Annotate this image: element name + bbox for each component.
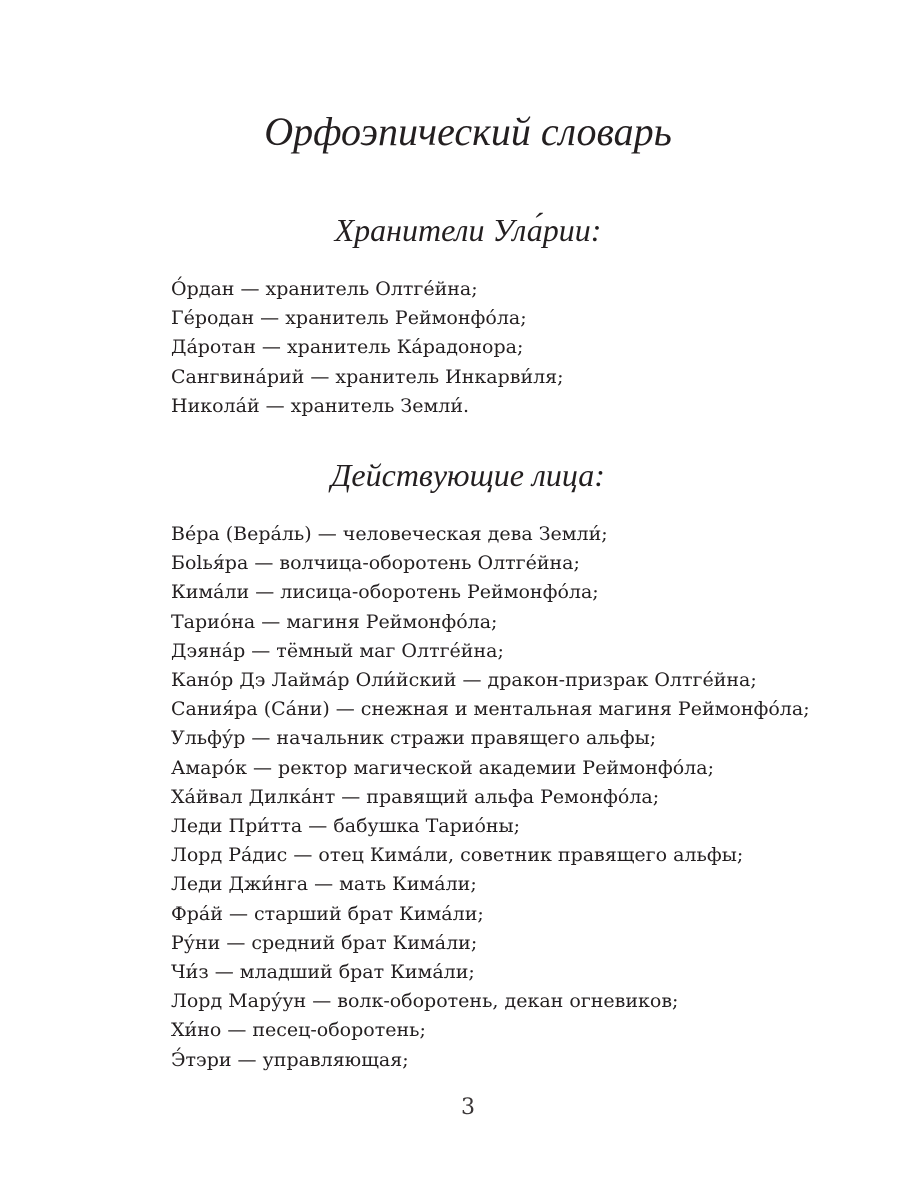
guardians-list [171,275,564,421]
list-item: Фра́й — старший брат Кима́ли; [171,902,484,925]
section-heading-guardians: Хранители Ула́рии: [334,212,602,248]
list-item: Э́тэри — управляющая; [171,1048,409,1071]
page-number: 3 [461,1095,475,1120]
list-item: Никола́й — хранитель Земли́. [171,394,470,417]
list-item: Тарио́на — магиня Реймонфо́ла; [171,610,498,633]
page-title: Орфоэпический словарь [264,109,672,154]
list-item: Леди При́тта — бабушка Тарио́ны; [171,815,521,838]
list-item: Ге́родан — хранитель Реймонфо́ла; [171,307,527,330]
list-item: Лорд Мару́ун — волк-оборотень, декан огневиков; [171,990,679,1013]
list-item: Хи́но — песец-оборотень; [171,1019,426,1042]
list-item: Ру́ни — средний брат Кима́ли; [171,931,478,954]
section-heading-characters: Действующие лица: [331,457,605,493]
list-item: Кима́ли — лисица-оборотень Реймонфо́ла; [171,581,599,604]
list-item: Ха́йвал Дилка́нт — правящий альфа Ремонфо́ла; [171,785,660,808]
list-item: Леди Джи́нга — мать Кима́ли; [171,873,477,896]
list-item: Боlья́ра — волчица-оборотень Олтге́йна; [171,552,580,575]
list-item: Сания́ра (Са́ни) — снежная и ментальная магиня Реймонфо́ла; [171,698,810,721]
list-item: Амаро́к — ректор магической академии Реймонфо́ла; [171,756,714,779]
list-item: Лорд Ра́дис — отец Кима́ли, советник правящего альфы; [171,844,744,867]
list-item: Ульфу́р — начальник стражи правящего альфы; [171,727,657,750]
list-item: Кано́р Дэ Лайма́р Оли́йский — дракон-призрак Олтге́йна; [171,669,757,692]
list-item: Сангвина́рий — хранитель Инкарви́ля; [171,365,564,388]
list-item: О́рдан — хранитель Олтге́йна; [171,278,478,300]
list-item: Дэяна́р — тёмный маг Олтге́йна; [171,639,504,662]
list-item: Да́ротан — хранитель Ка́радонора; [171,336,524,359]
list-item: Чи́з — младший брат Кима́ли; [171,961,475,984]
characters-list [171,520,810,1075]
list-item: Ве́ра (Вера́ль) — человеческая дева Земли́; [171,523,608,545]
